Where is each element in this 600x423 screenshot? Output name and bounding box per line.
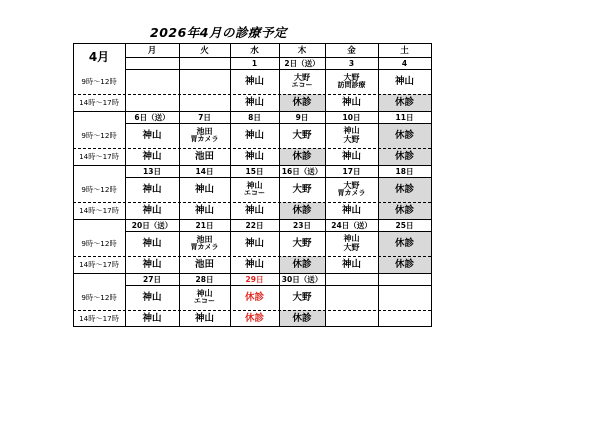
cell-text: 大野 bbox=[292, 237, 312, 249]
schedule-cell-pm bbox=[125, 148, 179, 165]
schedule-cell-am bbox=[179, 177, 230, 202]
month-label: 4月 bbox=[88, 49, 110, 64]
time-slot-label: 14時～17時 bbox=[79, 97, 119, 107]
cell-text: 神山 bbox=[142, 258, 162, 270]
cell-text: 休診 bbox=[292, 204, 312, 216]
grid-line-vertical bbox=[325, 43, 326, 327]
cell-text: 大野 bbox=[343, 134, 360, 144]
cell-text: 神山 bbox=[341, 150, 361, 162]
date-label: 17日 bbox=[342, 166, 361, 176]
schedule-cell-pm bbox=[179, 148, 230, 165]
cell-text: 休診 bbox=[394, 204, 414, 216]
cell-text: 休診 bbox=[244, 312, 264, 324]
cell-text: 大野 bbox=[292, 129, 312, 141]
schedule-cell-pm bbox=[125, 310, 179, 327]
schedule-cell-am bbox=[378, 285, 431, 310]
schedule-cell-pm bbox=[230, 148, 279, 165]
schedule-cell-am bbox=[179, 69, 230, 94]
grid-line-horizontal bbox=[125, 69, 431, 70]
date-label: 25日 bbox=[395, 220, 414, 230]
weekday-header: 土 bbox=[400, 46, 409, 56]
cell-text: 神山 bbox=[244, 96, 264, 108]
cell-text: 池田 bbox=[194, 258, 214, 270]
schedule-cell-pm bbox=[325, 202, 378, 219]
date-label: 8日 bbox=[248, 112, 261, 122]
schedule-cell-am bbox=[279, 285, 325, 310]
cell-text: 神山 bbox=[194, 183, 214, 195]
date-label: 13日 bbox=[143, 166, 161, 176]
schedule-cell-am bbox=[125, 231, 179, 256]
weekday-header: 金 bbox=[347, 46, 356, 56]
weekday-header: 水 bbox=[250, 46, 259, 56]
grid-line-horizontal bbox=[125, 57, 431, 58]
time-slot-label: 9時～12時 bbox=[81, 76, 117, 86]
schedule-cell-am bbox=[125, 177, 179, 202]
cell-text: 大野 bbox=[343, 72, 360, 82]
cell-text: 神山 bbox=[142, 129, 162, 141]
schedule-cell-pm bbox=[230, 310, 279, 327]
date-label: 27日 bbox=[143, 274, 161, 284]
cell-text: 神山 bbox=[244, 237, 264, 249]
grid-line-horizontal bbox=[125, 231, 431, 232]
weekday-header: 火 bbox=[200, 46, 209, 56]
cell-text: 池田 bbox=[196, 234, 213, 244]
time-slot-label: 14時～17時 bbox=[79, 313, 119, 323]
date-label: 18日 bbox=[395, 166, 414, 176]
date-label: 9日 bbox=[295, 112, 309, 122]
date-label: 1 bbox=[251, 58, 258, 68]
cell-text: 胃カメラ bbox=[337, 189, 366, 198]
schedule-cell-am bbox=[230, 69, 279, 94]
date-label: 10日 bbox=[342, 112, 361, 122]
time-slot-label: 14時～17時 bbox=[79, 259, 119, 269]
grid-line-vertical bbox=[125, 43, 126, 327]
cell-text: 池田 bbox=[194, 150, 214, 162]
cell-text: 休診 bbox=[394, 183, 414, 195]
cell-text: 神山 bbox=[142, 291, 162, 303]
schedule-cell-pm bbox=[179, 94, 230, 111]
schedule-cell-am bbox=[325, 123, 378, 148]
time-slot-label: 14時～17時 bbox=[79, 205, 119, 215]
date-label bbox=[179, 57, 230, 69]
schedule-cell-pm bbox=[279, 94, 325, 111]
cell-text: 休診 bbox=[292, 258, 312, 270]
cell-text: 神山 bbox=[142, 183, 162, 195]
grid-line-horizontal bbox=[125, 123, 431, 124]
date-label: 20日（送） bbox=[131, 220, 173, 230]
cell-text: 休診 bbox=[394, 129, 414, 141]
date-label: 3 bbox=[348, 58, 355, 68]
cell-text: 休診 bbox=[292, 150, 312, 162]
schedule-cell-am bbox=[279, 123, 325, 148]
weekday-header: 木 bbox=[297, 46, 307, 56]
schedule-cell-am bbox=[230, 285, 279, 310]
cell-text: 神山 bbox=[194, 204, 214, 216]
cell-text: エコー bbox=[194, 297, 215, 306]
schedule-table bbox=[73, 43, 431, 327]
schedule-cell-pm bbox=[279, 202, 325, 219]
schedule-cell-pm bbox=[279, 148, 325, 165]
cell-text: 神山 bbox=[341, 96, 361, 108]
schedule-cell-pm bbox=[378, 148, 431, 165]
date-label: 16日（送） bbox=[281, 166, 323, 176]
cell-text: 大野 bbox=[343, 242, 360, 252]
grid-line-vertical bbox=[431, 43, 432, 327]
cell-text: 胃カメラ bbox=[190, 243, 219, 252]
schedule-cell-am bbox=[325, 177, 378, 202]
date-label: 29日 bbox=[245, 274, 264, 284]
cell-text: 胃カメラ bbox=[190, 135, 219, 144]
date-label: 24日（送） bbox=[331, 220, 372, 230]
cell-text: 休診 bbox=[244, 291, 264, 303]
time-slot-label: 9時～12時 bbox=[81, 238, 117, 248]
schedule-cell-am bbox=[279, 177, 325, 202]
time-slot-label: 14時～17時 bbox=[79, 151, 119, 161]
cell-text: 神山 bbox=[244, 258, 264, 270]
schedule-cell-am bbox=[325, 231, 378, 256]
schedule-cell-pm bbox=[325, 310, 378, 327]
date-label: 22日 bbox=[245, 220, 264, 230]
cell-text: 神山 bbox=[142, 150, 162, 162]
schedule-cell-am bbox=[378, 231, 431, 256]
grid-line-vertical bbox=[279, 43, 280, 327]
date-label: 6日（送） bbox=[134, 112, 170, 122]
cell-text: 神山 bbox=[194, 312, 214, 324]
schedule-cell-pm bbox=[125, 202, 179, 219]
date-label bbox=[378, 273, 431, 285]
schedule-cell-pm bbox=[179, 256, 230, 273]
schedule-cell-pm bbox=[230, 202, 279, 219]
date-label: 4 bbox=[401, 58, 408, 68]
schedule-cell-am bbox=[179, 231, 230, 256]
cell-text: 休診 bbox=[394, 150, 414, 162]
cell-text: 大野 bbox=[343, 180, 360, 190]
cell-text: 神山 bbox=[343, 234, 360, 244]
date-label: 21日 bbox=[195, 220, 214, 230]
schedule-cell-am bbox=[378, 69, 431, 94]
schedule-cell-pm bbox=[325, 94, 378, 111]
schedule-cell-am bbox=[230, 231, 279, 256]
cell-text: 神山 bbox=[246, 180, 263, 190]
cell-text: 休診 bbox=[292, 312, 312, 324]
cell-text: エコー bbox=[244, 189, 265, 198]
schedule-cell-am bbox=[125, 123, 179, 148]
cell-text: 神山 bbox=[341, 204, 361, 216]
cell-text: 神山 bbox=[244, 150, 264, 162]
date-label bbox=[325, 273, 378, 285]
schedule-cell-pm bbox=[378, 94, 431, 111]
page-title: 2026年4月の診療予定 bbox=[150, 25, 287, 40]
schedule-cell-pm bbox=[179, 310, 230, 327]
cell-text: 神山 bbox=[341, 258, 361, 270]
schedule-cell-am bbox=[378, 123, 431, 148]
schedule-cell-am bbox=[179, 123, 230, 148]
schedule-cell-pm bbox=[125, 256, 179, 273]
cell-text: 神山 bbox=[142, 312, 162, 324]
time-slot-label: 9時～12時 bbox=[81, 292, 117, 302]
date-label: 15日 bbox=[245, 166, 264, 176]
date-label: 2日（送） bbox=[284, 58, 320, 68]
schedule-cell-am bbox=[279, 69, 325, 94]
schedule-cell-am bbox=[125, 69, 179, 94]
cell-text: 神山 bbox=[142, 237, 162, 249]
grid-line-vertical bbox=[179, 43, 180, 327]
schedule-cell-pm bbox=[279, 256, 325, 273]
schedule-cell-am bbox=[325, 69, 378, 94]
weekday-header: 月 bbox=[147, 46, 157, 56]
time-slot-label: 9時～12時 bbox=[81, 130, 117, 140]
schedule-cell-pm bbox=[378, 202, 431, 219]
cell-text: 神山 bbox=[244, 75, 264, 87]
schedule-cell-pm bbox=[279, 310, 325, 327]
schedule-cell-am bbox=[325, 285, 378, 310]
cell-text: 休診 bbox=[394, 96, 414, 108]
cell-text: 神山 bbox=[244, 204, 264, 216]
cell-text: 休診 bbox=[394, 258, 414, 270]
date-label: 28日 bbox=[195, 274, 214, 284]
cell-text: 神山 bbox=[343, 126, 360, 136]
cell-text: 休診 bbox=[292, 96, 312, 108]
grid-line-horizontal bbox=[125, 177, 431, 178]
cell-text: 訪問診療 bbox=[337, 81, 366, 90]
schedule-cell-am bbox=[279, 231, 325, 256]
time-slot-label: 9時～12時 bbox=[81, 184, 117, 194]
date-label: 23日 bbox=[293, 220, 311, 230]
schedule-cell-pm bbox=[179, 202, 230, 219]
cell-text: 休診 bbox=[394, 237, 414, 249]
date-label bbox=[125, 57, 179, 69]
schedule-cell-am bbox=[230, 177, 279, 202]
schedule-cell-am bbox=[125, 285, 179, 310]
schedule-cell-pm bbox=[125, 94, 179, 111]
schedule-cell-pm bbox=[378, 256, 431, 273]
schedule-cell-pm bbox=[325, 148, 378, 165]
schedule-cell-pm bbox=[378, 310, 431, 327]
schedule-cell-pm bbox=[230, 256, 279, 273]
schedule-cell-pm bbox=[230, 94, 279, 111]
schedule-cell-am bbox=[230, 123, 279, 148]
cell-text: 神山 bbox=[244, 129, 264, 141]
cell-text: 池田 bbox=[196, 126, 213, 136]
date-label: 14日 bbox=[195, 166, 214, 176]
grid-line-horizontal bbox=[125, 285, 431, 286]
cell-text: エコー bbox=[291, 81, 313, 90]
schedule-cell-pm bbox=[325, 256, 378, 273]
schedule-cell-am bbox=[179, 285, 230, 310]
grid-line-vertical bbox=[230, 43, 231, 327]
grid-line-vertical bbox=[73, 43, 74, 327]
date-label: 11日 bbox=[395, 112, 414, 122]
date-label: 7日 bbox=[198, 112, 211, 122]
schedule-cell-am bbox=[378, 177, 431, 202]
cell-text: 大野 bbox=[292, 183, 312, 195]
cell-text: 大野 bbox=[294, 72, 310, 82]
cell-text: 神山 bbox=[394, 75, 414, 87]
cell-text: 大野 bbox=[292, 291, 312, 303]
grid-line-vertical bbox=[378, 43, 379, 327]
date-label: 30日（送） bbox=[281, 274, 323, 284]
cell-text: 神山 bbox=[196, 288, 213, 298]
cell-text: 神山 bbox=[142, 204, 162, 216]
